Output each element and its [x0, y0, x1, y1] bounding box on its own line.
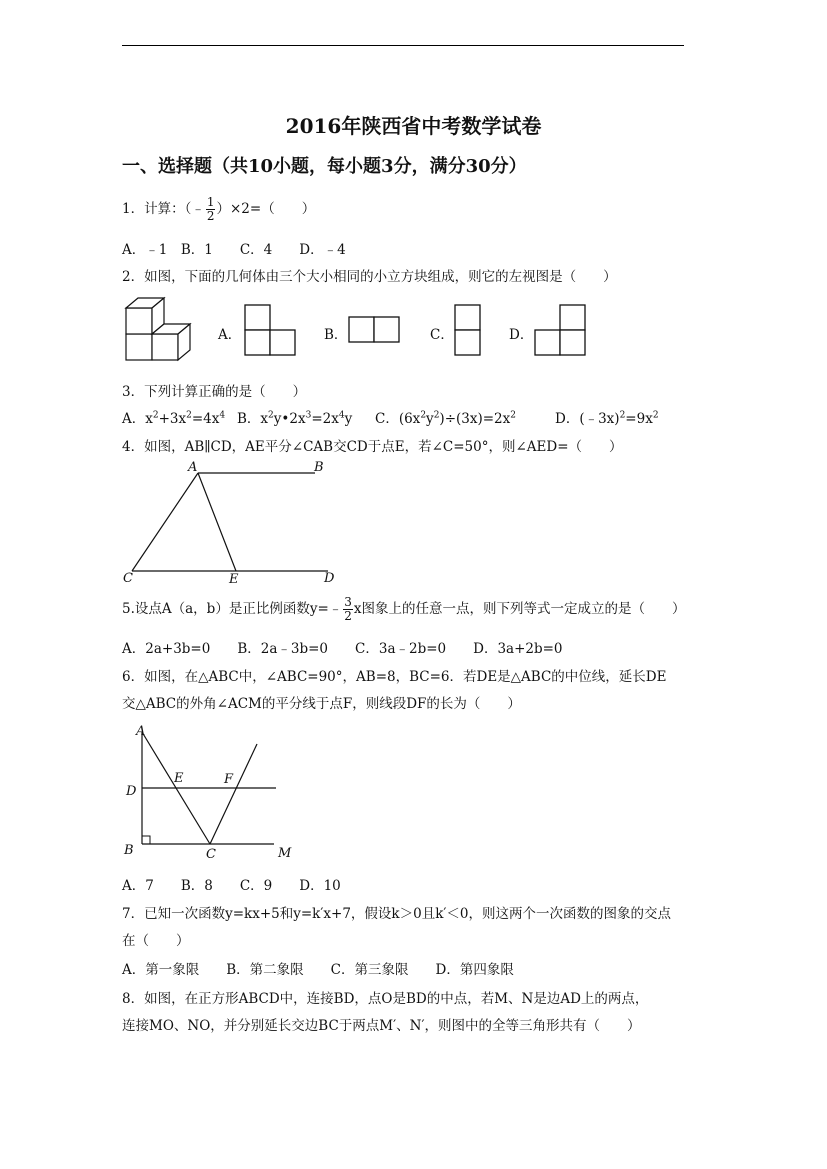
- question-4: 4．如图，AB∥CD，AE平分∠CAB交CD于点E，若∠C=50°，则∠AED=（ ）: [122, 439, 623, 455]
- question-1-options: A．﹣1 B．1 C．4 D．﹣4: [122, 242, 346, 258]
- label-d: D: [324, 571, 335, 586]
- question-6-options: A．7 B．8 C．9 D．10: [122, 878, 341, 894]
- fraction: $\frac{3}{2}$: [344, 595, 352, 623]
- page-title: 2016年陕西省中考数学试卷: [285, 114, 542, 138]
- question-2: 2．如图，下面的几何体由三个大小相同的小立方块组成，则它的左视图是（ ）: [122, 269, 617, 285]
- cube-solid-figure: [122, 296, 192, 366]
- label-f: F: [224, 772, 234, 787]
- question-6-line2: 交△ABC的外角∠ACM的平分线于点F，则线段DF的长为（ ）: [122, 696, 521, 712]
- question-5-options: A．2a+3b=0 B．2a﹣3b=0 C．3a﹣2b=0 D．3a+2b=0: [122, 641, 563, 657]
- option-b-label: B．: [324, 327, 348, 343]
- option-d-label: D．: [509, 327, 534, 343]
- option-c-view: [454, 304, 481, 356]
- label-c: C: [206, 847, 216, 862]
- header-rule: [122, 45, 684, 46]
- option-d: D．$(﹣3x)^2=9x^2$: [555, 410, 659, 427]
- option-a: A．$x^2+3x^2=4x^4$: [122, 410, 226, 427]
- q4-figure: [120, 456, 350, 586]
- label-e: E: [229, 572, 239, 587]
- label-c: C: [123, 571, 133, 586]
- q6-figure: [118, 720, 308, 865]
- label-d: D: [126, 784, 137, 799]
- fraction: $\frac{1}{2}$: [206, 195, 215, 223]
- option-a-label: A．: [218, 327, 242, 343]
- option-b: B．$x^2y•2x^3=2x^4y$: [237, 410, 353, 427]
- label-e: E: [174, 771, 184, 786]
- question-1: 1．计算：（﹣ $\frac{1}{2}$ ）×2=（ ）: [122, 195, 316, 223]
- section-heading: 一、选择题（共10小题，每小题3分，满分30分）: [122, 156, 527, 177]
- option-d-view: [534, 304, 586, 356]
- question-5: 5.设点A（a，b）是正比例函数y=﹣ $\frac{3}{2}$ x图象上的任意一点，则下列等式一定成立的是（ ）: [122, 595, 686, 623]
- label-m: M: [278, 846, 292, 861]
- label-a: A: [136, 724, 146, 739]
- option-c: C．$(6x^2y^2)\div(3x)=2x^2$: [375, 410, 516, 427]
- question-7-line1: 7．已知一次函数y=kx+5和y=k′x+7，假设k＞0且k′＜0，则这两个一次函数的图象的交点: [122, 906, 672, 922]
- question-7-options: A．第一象限 B．第二象限 C．第三象限 D．第四象限: [122, 962, 514, 978]
- question-8-line2: 连接MO、NO，并分别延长交边BC于两点M′、N′，则图中的全等三角形共有（ ）: [122, 1018, 641, 1034]
- label-b: B: [314, 460, 324, 475]
- question-7-line2: 在（ ）: [122, 933, 190, 949]
- option-c-label: C．: [430, 327, 454, 343]
- option-a-view: [244, 304, 296, 356]
- question-3: 3．下列计算正确的是（ ）: [122, 384, 307, 400]
- option-b-view: [348, 316, 400, 344]
- question-6-line1: 6．如图，在△ABC中，∠ABC=90°，AB=8，BC=6．若DE是△ABC的中位线，延长DE: [122, 669, 667, 685]
- label-a: A: [188, 460, 198, 475]
- label-b: B: [124, 843, 134, 858]
- question-8-line1: 8．如图，在正方形ABCD中，连接BD，点O是BD的中点，若M、N是边AD上的两点，: [122, 991, 649, 1007]
